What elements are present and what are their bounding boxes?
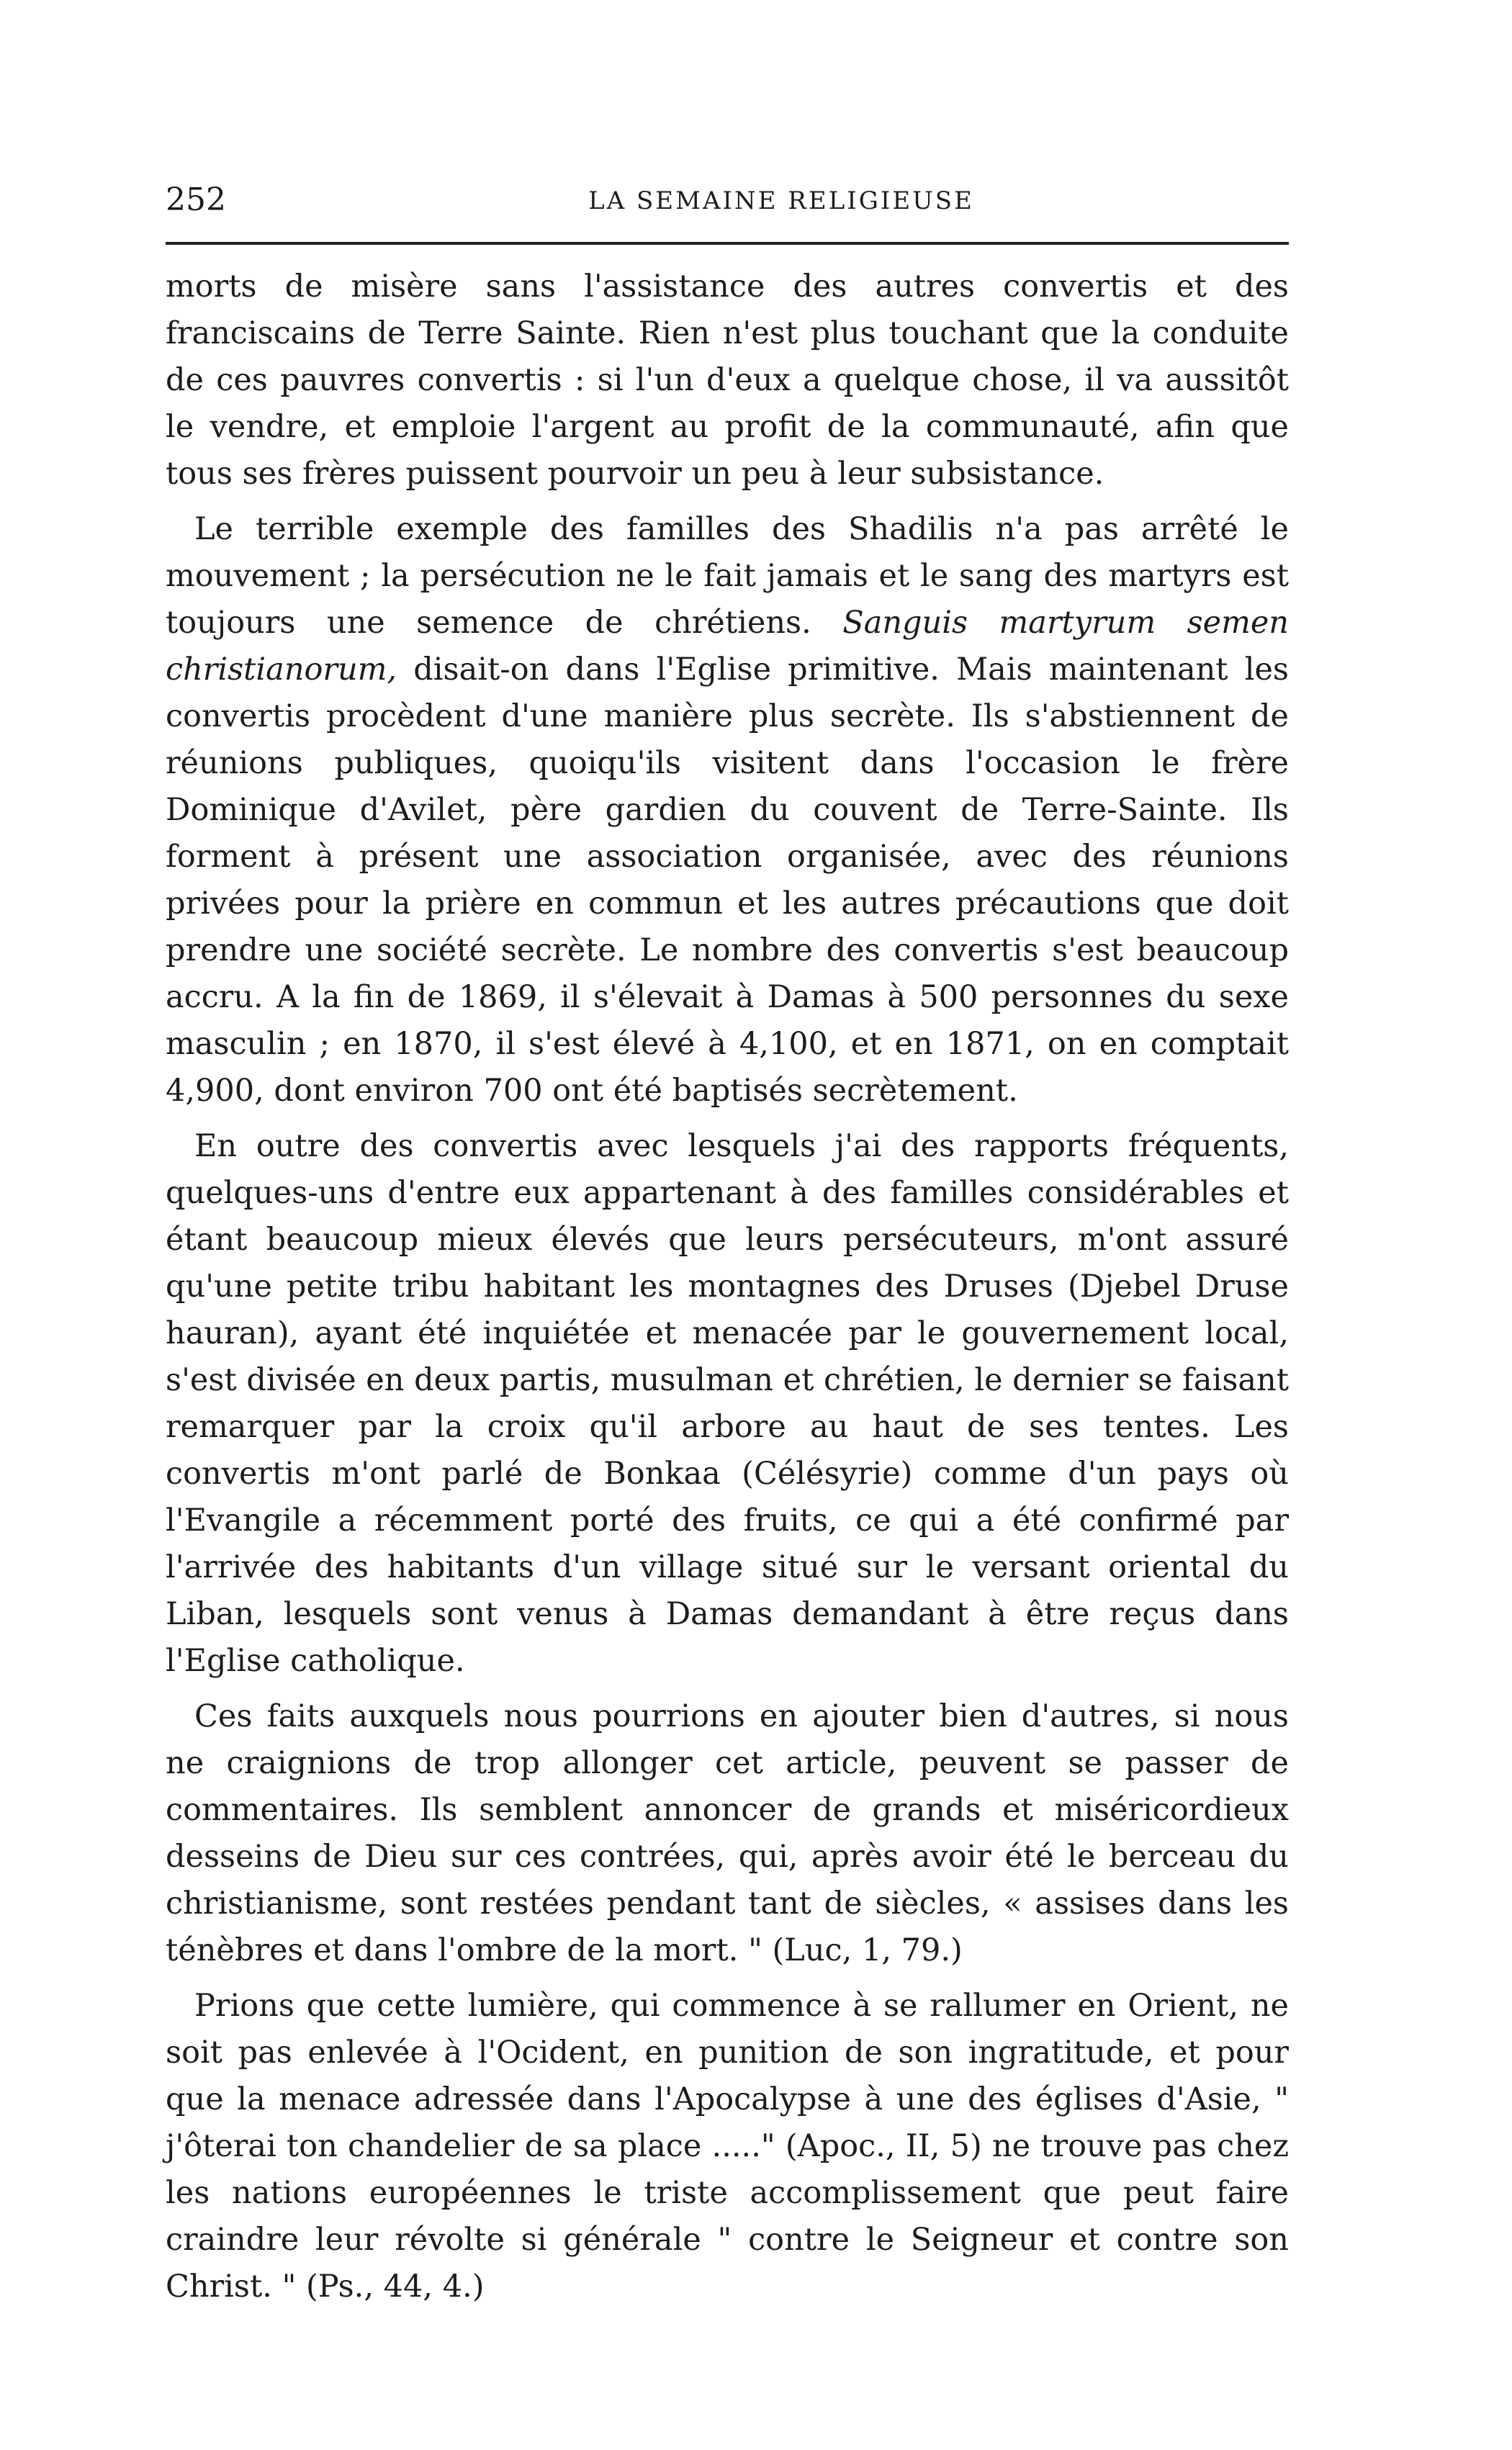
paragraph-5: Prions que cette lumière, qui commence à se rallumer en Orient, ne soit pas enlevée à l'Ocident, en punition de son ingratitude, et pour que la menace adressée dans l'Apocalypse à une des églises d'Asie, " j'ôterai ton chandelier de sa place ....." (Apoc., II, 5) ne trouve pas chez les nations européennes le triste accomplissement que peut faire craindre leur révolte si générale " contre le Seigneur et contre son Christ. " (Ps., 44, 4.) bbox=[166, 1988, 1289, 2305]
book-page bbox=[166, 180, 1289, 2319]
running-title: LA SEMAINE RELIGIEUSE bbox=[588, 186, 974, 215]
header-rule bbox=[166, 242, 1289, 245]
running-head bbox=[166, 180, 1289, 223]
paragraph-3: En outre des convertis avec lesquels j'ai des rapports fréquents, quelques-uns d'entre eux appartenant à des familles considérables et étant beaucoup mieux élevés que leurs persécuteurs, m'ont assuré qu'une petite tribu habitant les montagnes des Druses (Djebel Druse hauran), ayant été inquiétée et menacée par le gouvernement local, s'est divisée en deux partis, musulman et chrétien, le dernier se faisant remarquer par la croix qu'il arbore au haut de ses tentes. Les convertis m'ont parlé de Bonkaa (Célésyrie) comme d'un pays où l'Evangile a récemment porté des fruits, ce qui a été confirmé par l'arrivée des habitants d'un village situé sur le versant oriental du Liban, lesquels sont venus à Damas demandant à être reçus dans l'Eglise catholique. bbox=[166, 1128, 1289, 1679]
paragraph-2-start: Le terrible exemple des familles des Shadilis n'a pas arrêté le mouvement ; la persécution ne le fait jamais et le sang des martyrs est toujours une semence de chrétiens. bbox=[166, 511, 1289, 641]
paragraph-2 bbox=[166, 506, 1289, 1114]
paragraph-4: Ces faits auxquels nous pourrions en ajouter bien d'autres, si nous ne craignions de trop allonger cet article, peuvent se passer de commentaires. Ils semblent annoncer de grands et miséricordieux desseins de Dieu sur ces contrées, qui, après avoir été le berceau du christianisme, sont restées pendant tant de siècles, « assises dans les ténèbres et dans l'ombre de la mort. " (Luc, 1, 79.) bbox=[166, 1698, 1289, 1968]
paragraph-2-end: disait-on dans l'Eglise primitive. Mais maintenant les convertis procèdent d'une manière plus secrète. Ils s'abstiennent de réunions publiques, quoiqu'ils visitent dans l'occasion le frère Dominique d'Avilet, père gardien du couvent de Terre-Sainte. Ils forment à présent une association organisée, avec des réunions privées pour la prière en commun et les autres précautions que doit prendre une société secrète. Le nombre des convertis s'est beaucoup accru. A la fin de 1869, il s'élevait à Damas à 500 personnes du sexe masculin ; en 1870, il s'est élevé à 4,100, et en 1871, on en comptait 4,900, dont environ 700 ont été baptisés secrètement. bbox=[166, 652, 1289, 1109]
paragraph-1: morts de misère sans l'assistance des autres convertis et des franciscains de Terre Sainte. Rien n'est plus touchant que la conduite de ces pauvres convertis : si l'un d'eux a quelque chose, il va aussitôt le vendre, et emploie l'argent au profit de la communauté, afin que tous ses frères puissent pourvoir un peu à leur subsistance. bbox=[166, 269, 1289, 492]
latin-quote: Sanguis martyrum semen christianorum, bbox=[166, 605, 1290, 688]
page-number: 252 bbox=[166, 181, 226, 218]
body-text bbox=[166, 264, 1289, 2310]
